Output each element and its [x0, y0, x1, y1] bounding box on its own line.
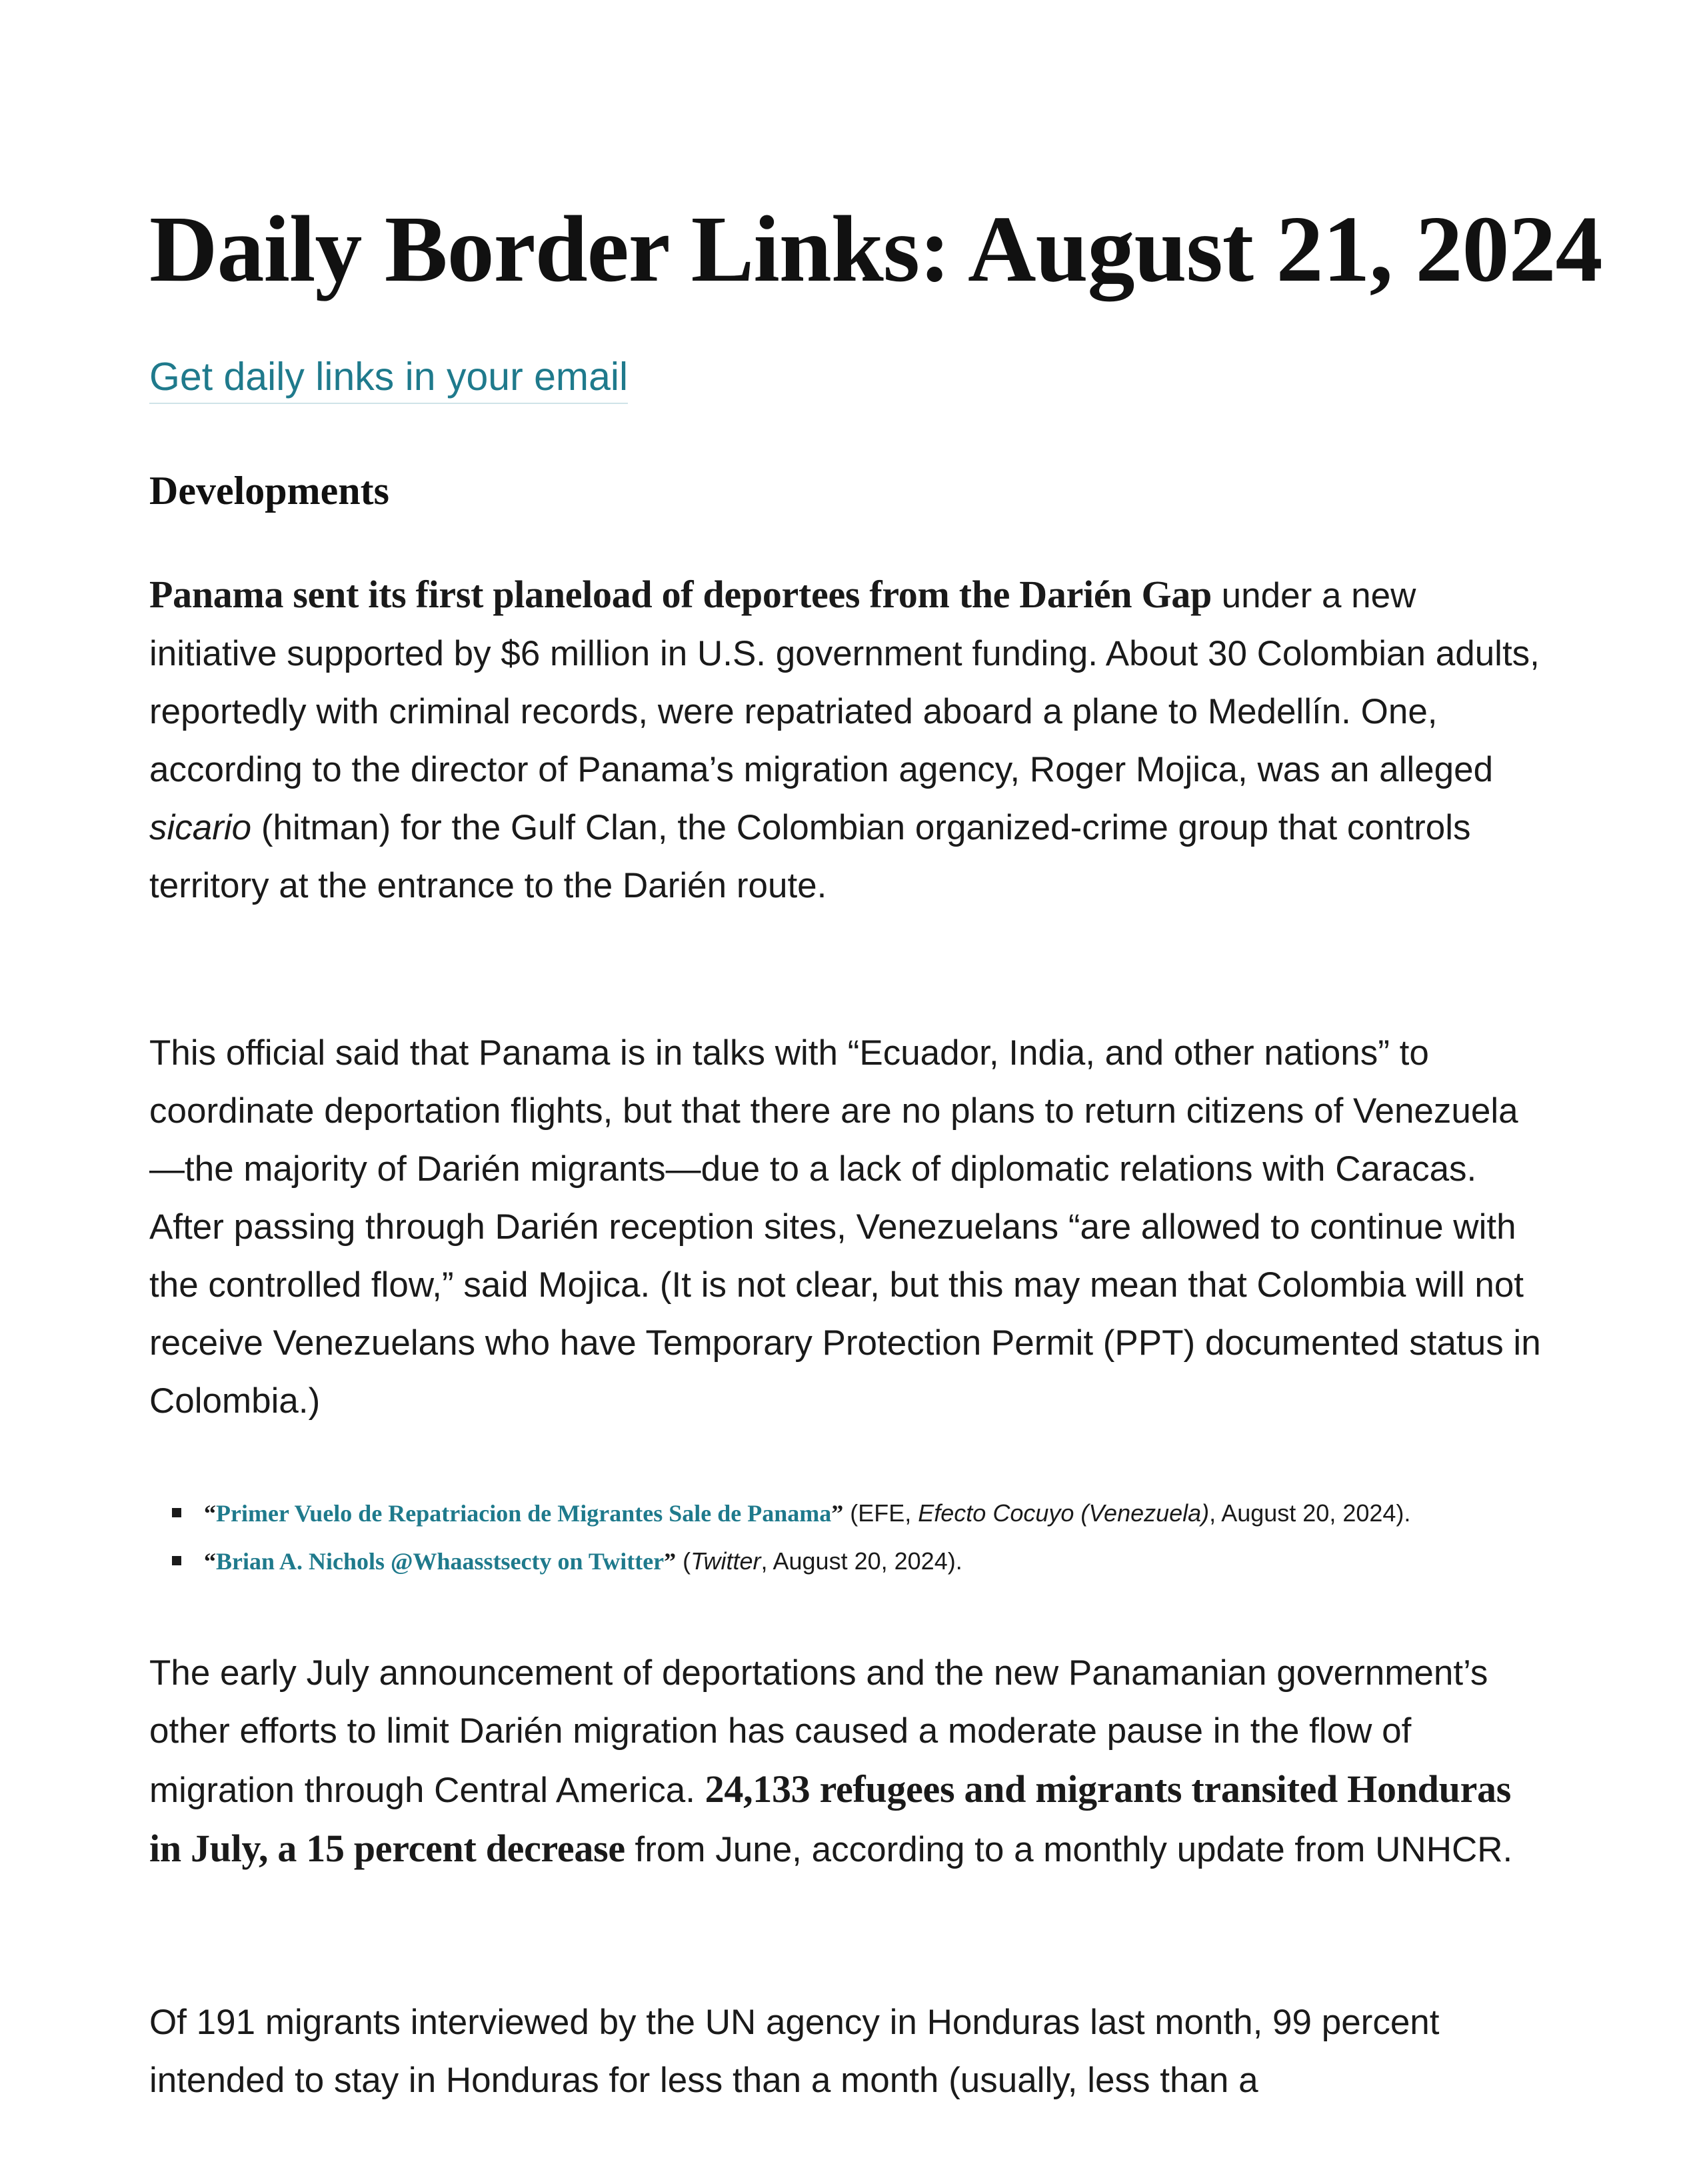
close-quote: ”	[664, 1548, 677, 1575]
reference-link[interactable]: Primer Vuelo de Repatriacion de Migrantes Sale de Panama	[216, 1500, 832, 1527]
paragraph-text: from June, according to a monthly update from UNHCR.	[625, 1830, 1513, 1869]
paragraph-text: The early July announcement of deportations and the new Panamanian government’s other efforts to limit Darién migration has caused a moderate pause in the flow of migration through Central America.	[149, 1653, 1488, 1810]
reference-item	[172, 1489, 1538, 1537]
page-title: Daily Border Links: August 21, 2024	[149, 196, 1602, 301]
open-quote: “	[204, 1500, 216, 1527]
reference-item	[172, 1537, 1538, 1585]
paragraph-honduras-transit	[149, 1644, 1542, 1879]
paragraph-text: This official said that Panama is in talks with “Ecuador, India, and other nations” to coordinate deportation flights, but that there are no plans to return citizens of Venezuela—the majority of Darién migrants—due to a lack of diplomatic relations with Caracas. After passing through Darién reception sites, Venezuelans “are allowed to continue with the controlled flow,” said Mojica. (It is not clear, but this may mean that Colombia will not receive Venezuelans who have Temporary Protection Permit (PPT) documented status in Colombia.)	[149, 1033, 1541, 1421]
reference-publication: Twitter	[691, 1547, 761, 1575]
paragraph-deportation-flight	[149, 565, 1542, 915]
reference-date: , August 20, 2024).	[761, 1547, 962, 1575]
paragraph-italic: sicario	[149, 808, 252, 847]
paragraph-text: Of 191 migrants interviewed by the UN agency in Honduras last month, 99 percent intended to stay in Honduras for less than a month (usually, less than a	[149, 2003, 1440, 2100]
reference-source: (	[676, 1547, 691, 1575]
paragraph-lead: Panama sent its first planeload of deportees from the Darién Gap	[149, 573, 1212, 616]
close-quote: ”	[831, 1500, 844, 1527]
reference-link[interactable]: Brian A. Nichols @Whaasstsecty on Twitter	[216, 1548, 665, 1575]
paragraph-highlight: 24,133 refugees and migrants transited Honduras in July, a 15 percent decrease	[149, 1767, 1511, 1870]
paragraph-text: (hitman) for the Gulf Clan, the Colombian organized-crime group that controls territory at the entrance to the Darién route.	[149, 808, 1471, 905]
paragraph-text: under a new initiative supported by $6 million in U.S. government funding. About 30 Colombian adults, reportedly with criminal records, were repatriated aboard a plane to Medellín. One, according to the director of Panama’s migration agency, Roger Mojica, was an alleged	[149, 576, 1540, 789]
reference-source: (EFE,	[843, 1499, 918, 1527]
reference-list	[172, 1489, 1538, 1585]
paragraph-un-interviews	[149, 1993, 1542, 2109]
bullet-icon	[172, 1556, 181, 1565]
open-quote: “	[204, 1548, 216, 1575]
section-heading: Developments	[149, 469, 389, 513]
reference-publication: Efecto Cocuyo (Venezuela)	[918, 1499, 1210, 1527]
bullet-icon	[172, 1508, 181, 1517]
subscribe-link[interactable]: Get daily links in your email	[149, 353, 628, 404]
reference-date: , August 20, 2024).	[1209, 1499, 1411, 1527]
paragraph-official-talks	[149, 1024, 1542, 1430]
